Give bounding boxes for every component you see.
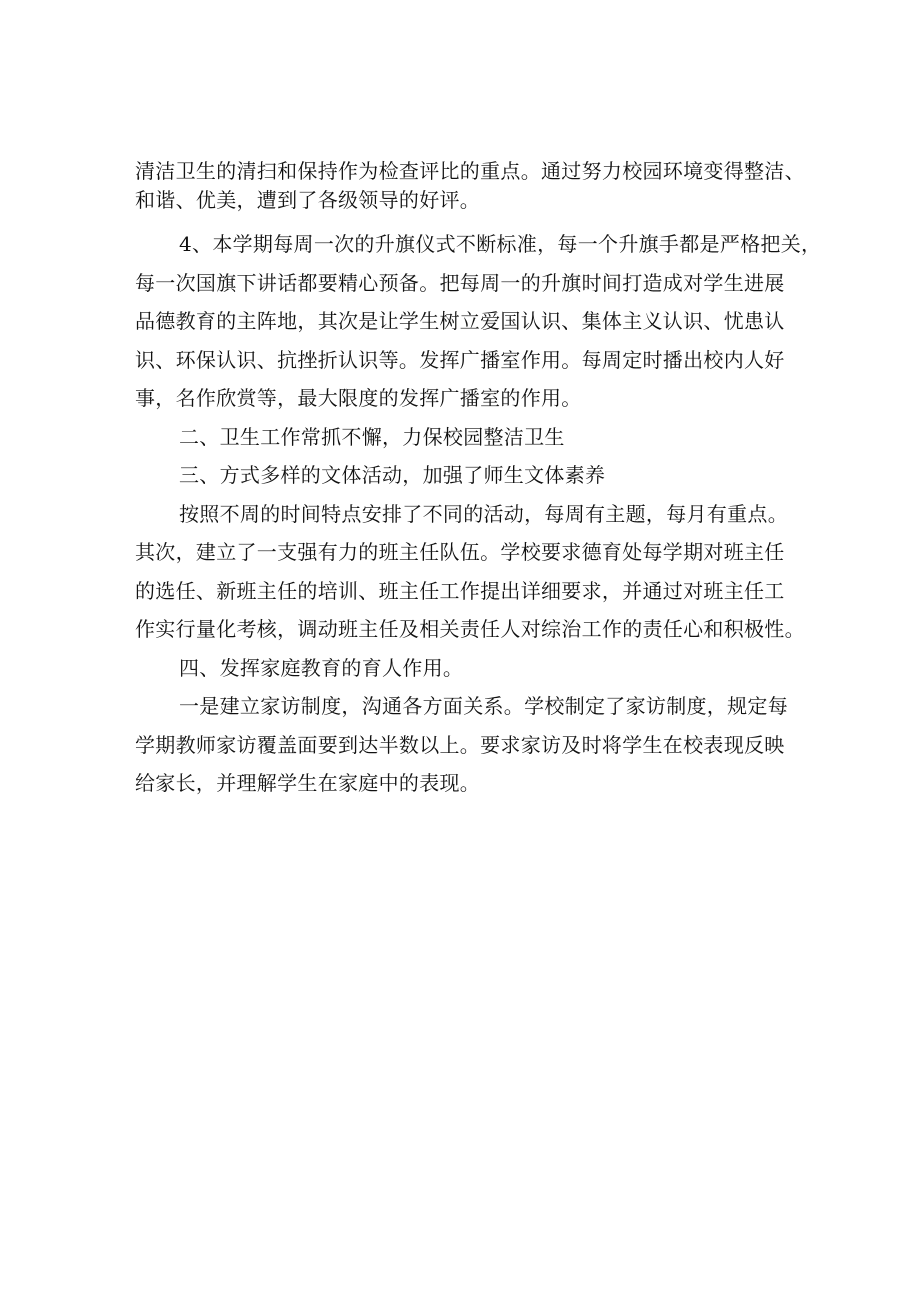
text-line: 按照不周的时间特点安排了不同的活动，每周有主题，每月有重点。 <box>179 501 788 526</box>
heading-hygiene <box>135 418 800 457</box>
text-line: 4、本学期每周一次的升旗仪式不断标准，每一个升旗手都是严格把关， <box>179 232 822 256</box>
section-heading: 三、方式多样的文体活动，加强了师生文体素养 <box>179 463 606 487</box>
text-line: 事，名作欣赏等，最大限度的发挥广播室的作用。 <box>135 386 582 410</box>
section-heading: 二、卫生工作常抓不懈，力保校园整洁卫生 <box>179 424 565 449</box>
text-line: 的选任、新班主任的培训、班主任工作提出详细要求，并通过对班主任工 <box>135 578 785 603</box>
paragraph-home-visits <box>135 687 800 803</box>
text-line: 作实行量化考核，调动班主任及相关责任人对综治工作的责任心和积极性。 <box>135 617 805 641</box>
heading-family <box>135 649 800 688</box>
paragraph-cleaning-continued <box>135 157 805 215</box>
text-line: 和谐、优美，遭到了各级领导的好评。 <box>135 188 481 212</box>
text-line: 其次，建立了一支强有力的班主任队伍。学校要求德育处每学期对班主任 <box>135 540 785 564</box>
heading-activities <box>135 456 800 495</box>
text-line: 品德教育的主阵地，其次是让学生树立爱国认识、集体主义认识、忧患认 <box>135 309 785 333</box>
document-body <box>135 157 822 803</box>
text-line: 给家长，并理解学生在家庭中的表现。 <box>135 771 481 795</box>
text-line: 每一次国旗下讲话都要精心预备。把每周一的升旗时间打造成对学生进展 <box>135 270 785 295</box>
text-line: 识、环保认识、抗挫折认识等。发挥广播室作用。每周定时播出校内人好 <box>135 347 785 372</box>
text-line: 清洁卫生的清扫和保持作为检查评比的重点。通过努力校园环境变得整洁、 <box>135 159 805 183</box>
section-heading: 四、发挥家庭教育的育人作用。 <box>179 655 464 680</box>
paragraph-activities <box>135 495 805 649</box>
text-line: 一是建立家访制度，沟通各方面关系。学校制定了家访制度，规定每 <box>179 694 788 718</box>
text-line: 学期教师家访覆盖面要到达半数以上。要求家访及时将学生在校表现反映 <box>135 732 785 757</box>
paragraph-flag-ceremony <box>135 225 822 418</box>
